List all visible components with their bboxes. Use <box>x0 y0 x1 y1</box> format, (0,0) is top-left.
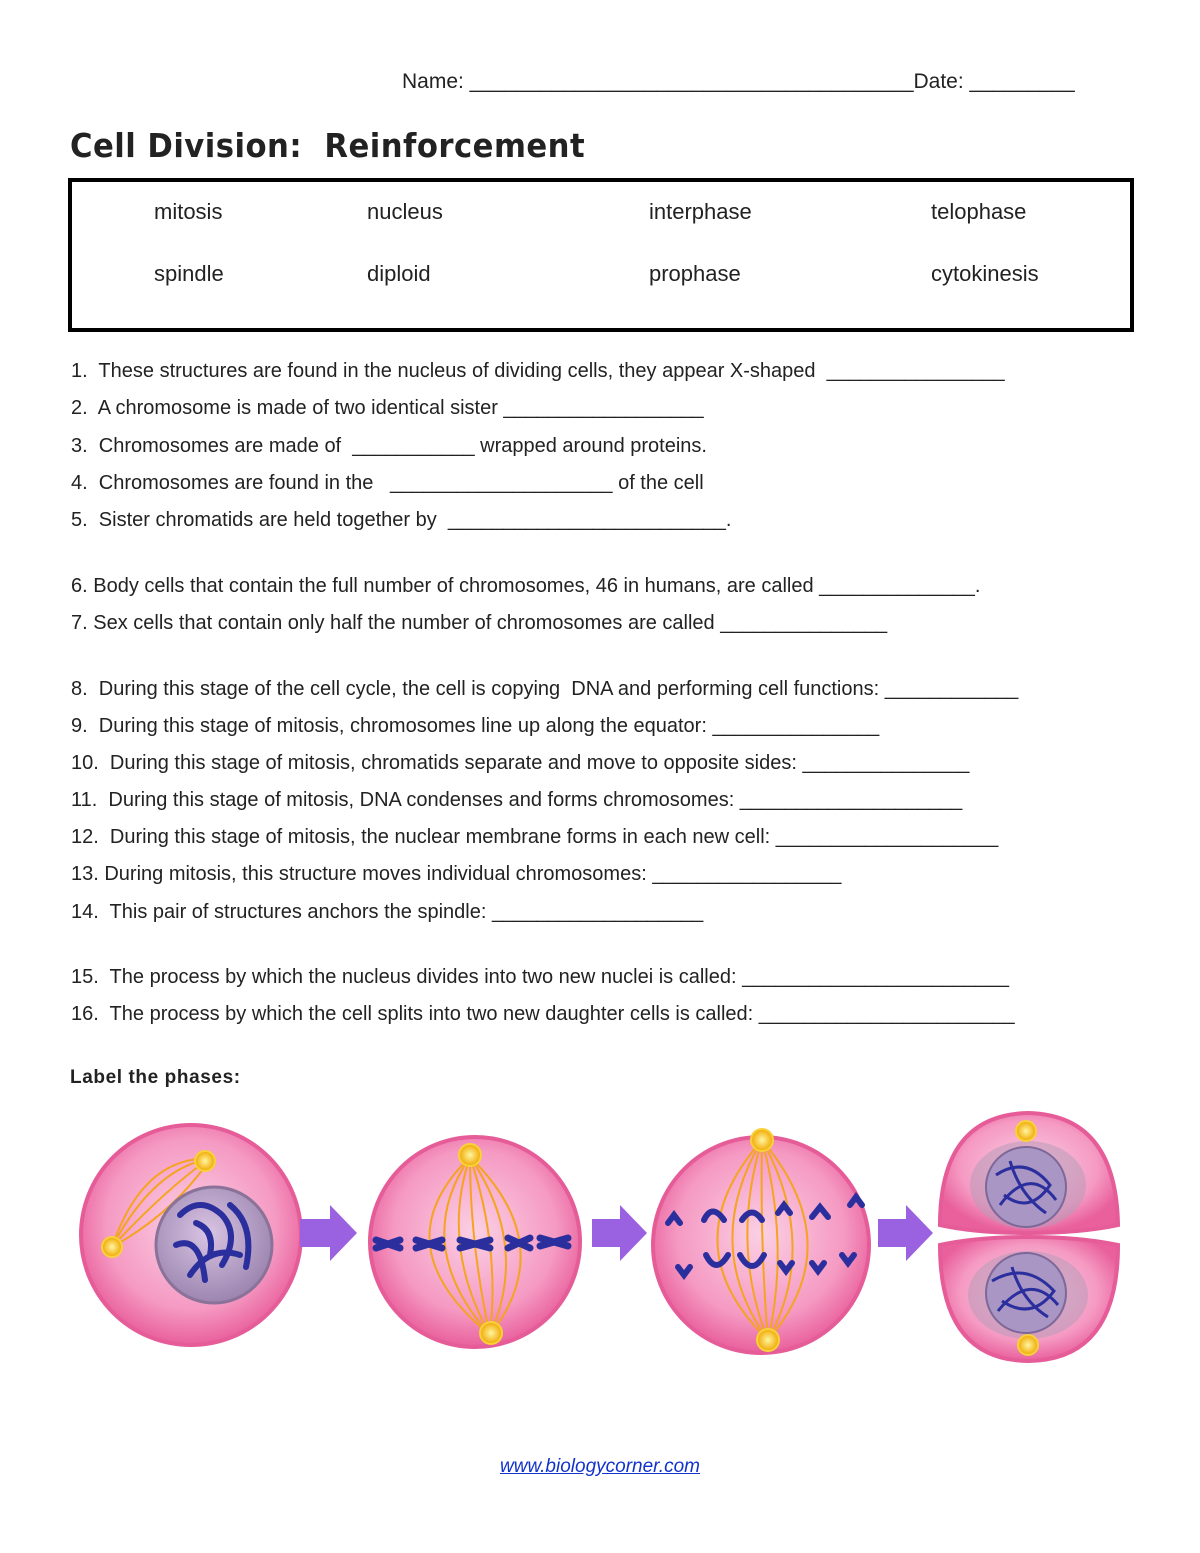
question-9: 9. During this stage of mitosis, chromosomes line up along the equator: _______________ <box>71 715 880 737</box>
question-6: 6. Body cells that contain the full number of chromosomes, 46 in humans, are called ______________. <box>71 575 981 597</box>
word-bank-item: nucleus <box>367 199 443 224</box>
question-2: 2. A chromosome is made of two identical sister __________________ <box>71 397 704 419</box>
question-15: 15. The process by which the nucleus divides into two new nuclei is called: ________________________ <box>71 966 1010 988</box>
worksheet-title: Cell Division: Reinforcement <box>70 126 586 165</box>
cell-anaphase-icon <box>653 1129 869 1353</box>
question-12: 12. During this stage of mitosis, the nuclear membrane forms in each new cell: ____________________ <box>71 826 999 848</box>
name-date-line: Name: ______________________________________Date: _________ <box>402 70 1075 93</box>
cell-metaphase-icon <box>370 1137 580 1347</box>
question-11: 11. During this stage of mitosis, DNA condenses and forms chromosomes: ____________________ <box>71 789 963 811</box>
question-4: 4. Chromosomes are found in the ____________________ of the cell <box>71 472 704 494</box>
question-1: 1. These structures are found in the nucleus of dividing cells, they appear X-shaped ________________ <box>71 360 1005 382</box>
question-14: 14. This pair of structures anchors the spindle: ___________________ <box>71 901 704 923</box>
word-bank-item: spindle <box>154 261 224 286</box>
footer-link[interactable]: www.biologycorner.com <box>500 1456 700 1477</box>
question-7: 7. Sex cells that contain only half the number of chromosomes are called _______________ <box>71 612 888 634</box>
cell-telophase-icon <box>940 1113 1118 1361</box>
word-bank-item: prophase <box>649 261 741 286</box>
word-bank-item: interphase <box>649 199 752 224</box>
question-10: 10. During this stage of mitosis, chromatids separate and move to opposite sides: _______________ <box>71 752 970 774</box>
word-bank-item: diploid <box>367 261 431 286</box>
question-8: 8. During this stage of the cell cycle, the cell is copying DNA and performing cell functions: ____________ <box>71 678 1019 700</box>
question-3: 3. Chromosomes are made of ___________ wrapped around proteins. <box>71 435 707 457</box>
arrow-right-icon <box>300 1205 357 1261</box>
question-13: 13. During mitosis, this structure moves individual chromosomes: _________________ <box>71 863 842 885</box>
word-bank-item: cytokinesis <box>931 261 1039 286</box>
mitosis-phases-illustration <box>0 1095 1200 1375</box>
cell-prophase-icon <box>81 1125 301 1345</box>
arrow-right-icon <box>592 1205 647 1261</box>
label-phases-heading: Label the phases: <box>70 1067 241 1088</box>
word-bank-item: telophase <box>931 199 1027 224</box>
word-bank <box>68 178 1134 332</box>
arrow-right-icon <box>878 1205 933 1261</box>
question-5: 5. Sister chromatids are held together by _________________________. <box>71 509 732 531</box>
question-16: 16. The process by which the cell splits into two new daughter cells is called: _______________________ <box>71 1003 1015 1025</box>
word-bank-item: mitosis <box>154 199 223 224</box>
